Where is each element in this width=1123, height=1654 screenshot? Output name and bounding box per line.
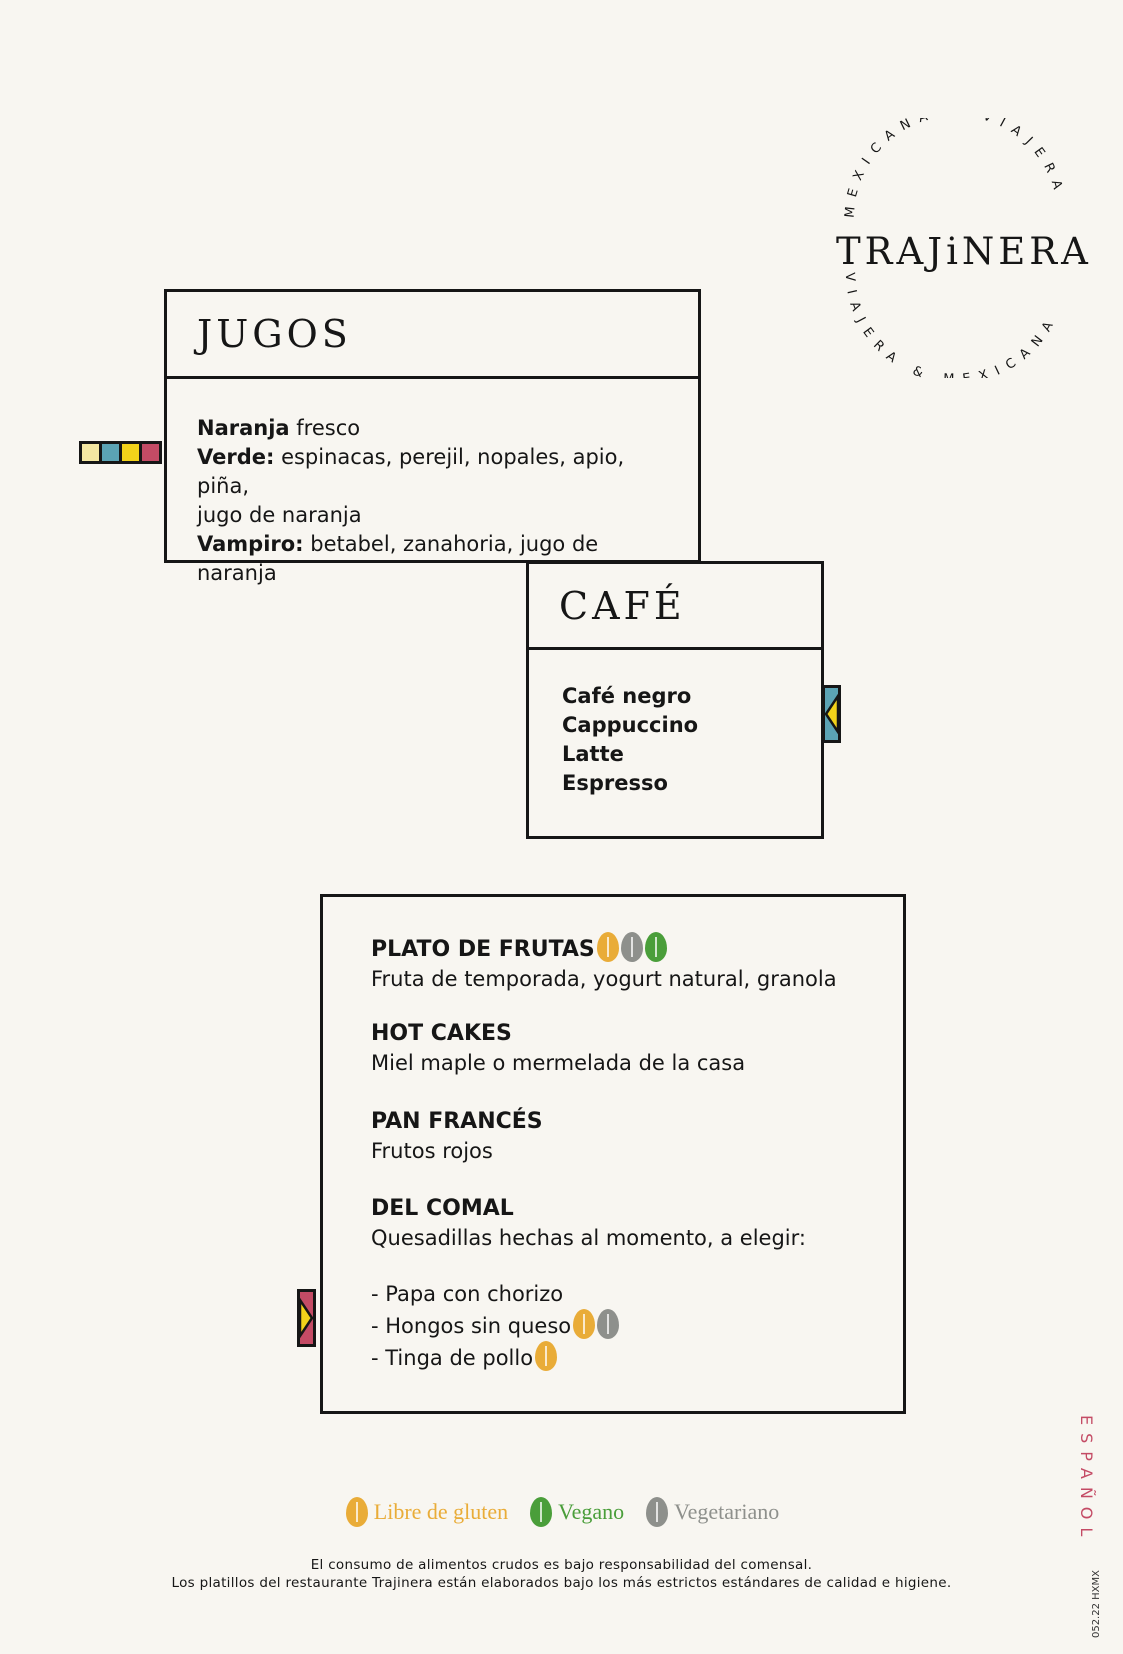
gluten-free-icon xyxy=(535,1341,557,1371)
legend-gluten xyxy=(344,1497,508,1527)
jugos-item-desc: betabel, zanahoria, jugo de naranja xyxy=(197,532,599,585)
gluten-free-icon xyxy=(597,932,619,962)
jugos-item-name: Vampiro: xyxy=(197,532,304,556)
dish-plato-de-frutas xyxy=(371,932,837,994)
jugos-title: JUGOS xyxy=(197,312,352,356)
dish-desc: Quesadillas hechas al momento, a elegir: xyxy=(371,1226,806,1250)
dish-name: DEL COMAL xyxy=(371,1196,514,1221)
dish-hot-cakes xyxy=(371,1019,745,1078)
comal-options xyxy=(371,1280,619,1373)
cafe-item: Latte xyxy=(562,742,624,766)
vegan-icon xyxy=(530,1497,552,1527)
color-square xyxy=(139,441,162,464)
logo-wordmark: TRAJiNERA xyxy=(836,230,1092,273)
footer-line: Los platillos del restaurante Trajinera están elaborados bajo los más estrictos estándares de calidad e higiene. xyxy=(171,1575,952,1591)
comal-option xyxy=(371,1280,619,1309)
cafe-title: CAFÉ xyxy=(559,583,686,628)
dish-desc: Miel maple o mermelada de la casa xyxy=(371,1051,746,1075)
gluten-free-icon xyxy=(573,1309,595,1339)
dish-name: HOT CAKES xyxy=(371,1021,512,1046)
legend-label: Vegano xyxy=(558,1499,625,1524)
logo xyxy=(826,118,1092,378)
cafe-item: Café negro xyxy=(562,684,692,708)
jugos-item-desc: fresco xyxy=(289,416,361,440)
svg-text:VIAJERA & MEXICANA xyxy=(842,272,1061,378)
svg-text:MEXICANA & VIAJERA xyxy=(843,118,1068,218)
jugos-section xyxy=(164,289,701,585)
jugos-header xyxy=(167,292,698,379)
comal-option xyxy=(371,1341,619,1373)
jugos-item-name: Naranja xyxy=(197,416,290,440)
jugos-item-desc: jugo de naranja xyxy=(197,503,362,527)
cafe-section xyxy=(526,561,824,839)
dish-name: PLATO DE FRUTAS xyxy=(371,937,595,962)
jugos-item xyxy=(197,501,677,530)
jugos-item xyxy=(197,414,677,443)
logo-ring-top-text: MEXICAN VIAJERA xyxy=(842,118,1068,219)
comal-option-label: - Tinga de pollo xyxy=(371,1346,534,1370)
cafe-list xyxy=(562,682,698,798)
gluten-free-icon xyxy=(346,1497,368,1527)
footer-line: El consumo de alimentos crudos es bajo responsabilidad del comensal. xyxy=(310,1557,813,1573)
vegetarian-icon xyxy=(646,1497,668,1527)
comal-option-label: - Papa con chorizo xyxy=(371,1282,564,1306)
legend-vegan xyxy=(528,1497,624,1527)
dish-del-comal xyxy=(371,1194,806,1253)
comal-option-label: - Hongos sin queso xyxy=(371,1314,572,1338)
legend-vegetarian xyxy=(644,1497,779,1527)
comal-option xyxy=(371,1309,619,1341)
vegetarian-icon xyxy=(597,1309,619,1339)
cafe-item: Espresso xyxy=(562,771,668,795)
dish-name-line xyxy=(371,932,837,965)
document-code: 052.22 HXMX xyxy=(1091,1570,1102,1639)
decorative-tab xyxy=(297,1289,316,1347)
legend-label: Vegetariano xyxy=(674,1499,780,1524)
logo-ring-bottom-text: VIAJERA & XICANA xyxy=(841,271,1061,378)
footer xyxy=(0,1556,1123,1592)
dish-desc: Frutos rojos xyxy=(371,1139,493,1163)
jugos-item xyxy=(197,443,677,501)
language-label: ESPAÑOL xyxy=(1077,1415,1096,1545)
legend xyxy=(0,1497,1123,1527)
color-strip xyxy=(79,441,159,464)
vegan-icon xyxy=(645,932,667,962)
cafe-header xyxy=(529,564,821,650)
jugos-item-name: Verde: xyxy=(197,445,275,469)
jugos-item-desc: espinacas, perejil, nopales, apio, piña, xyxy=(197,445,625,498)
dish-name: PAN FRANCÉS xyxy=(371,1109,543,1134)
vegetarian-icon xyxy=(621,932,643,962)
cafe-item: Cappuccino xyxy=(562,713,699,737)
decorative-tab xyxy=(822,685,841,743)
legend-label: Libre de gluten xyxy=(373,1499,509,1524)
dish-pan-frances xyxy=(371,1107,543,1166)
dish-desc: Fruta de temporada, yogurt natural, granola xyxy=(371,967,837,991)
platos-section xyxy=(320,894,906,1414)
